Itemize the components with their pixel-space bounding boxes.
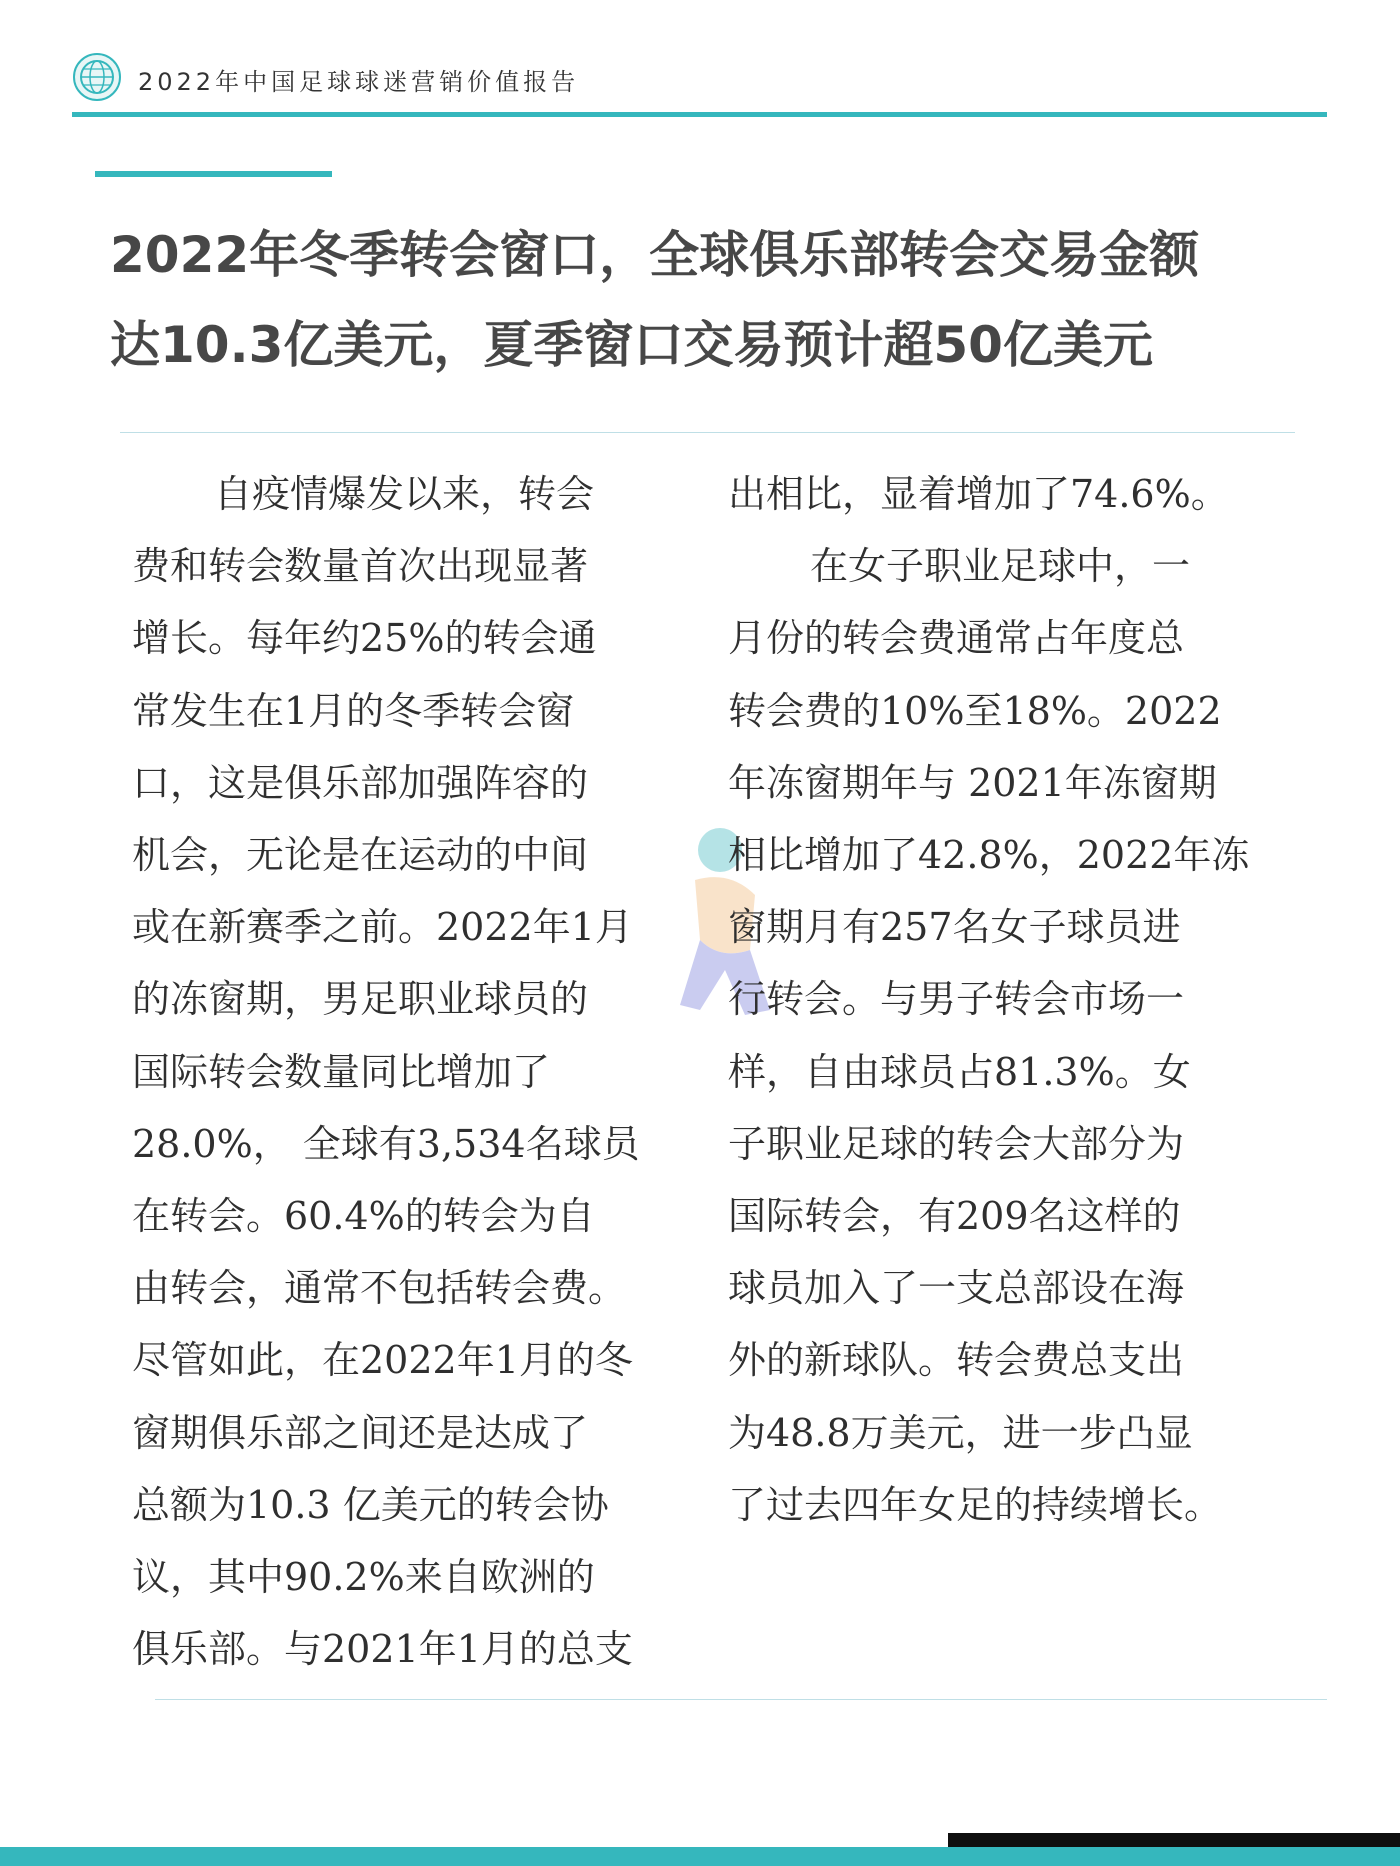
paragraph-line: 机会，无论是在运动的中间 (132, 833, 589, 878)
paragraph-line: 费和转会数量首次出现显著 (132, 544, 589, 589)
paragraph-line: 国际转会，有209名这样的 (728, 1194, 1181, 1239)
paragraph-line: 外的新球队。转会费总支出 (728, 1338, 1185, 1383)
paragraph-line: 在转会。60.4%的转会为自 (132, 1194, 595, 1239)
paragraph-line: 转会费的10%至18%。2022 (728, 688, 1222, 733)
paragraph-line: 子职业足球的转会大部分为 (728, 1121, 1185, 1166)
paragraph-line: 总额为10.3 亿美元的转会协 (132, 1482, 609, 1527)
paragraph-line: 了过去四年女足的持续增长。 (728, 1482, 1223, 1527)
page-headline (110, 210, 1350, 390)
paragraph-line: 行转会。与男子转会市场一 (728, 977, 1185, 1022)
paragraph-line: 28.0%， 全球有3,534名球员 (132, 1121, 640, 1166)
paragraph-line: 自疫情爆发以来，转会 (214, 472, 595, 516)
paragraph-line: 口，这是俱乐部加强阵容的 (132, 760, 589, 805)
globe-football-logo-icon (72, 52, 122, 102)
report-title: 2022年中国足球球迷营销价值报告 (138, 68, 580, 96)
footer-accent-bar (0, 1847, 1400, 1866)
paragraph-line: 在女子职业足球中，一 (810, 544, 1191, 589)
accent-rule (95, 171, 332, 177)
paragraph-line: 样，自由球员占81.3%。女 (728, 1049, 1191, 1094)
paragraph-line: 球员加入了一支总部设在海 (728, 1266, 1185, 1311)
headline-line-2: 达10.3亿美元，夏季窗口交易预计超50亿美元 (110, 316, 1153, 374)
paragraph-line: 尽管如此，在2022年1月的冬 (132, 1338, 633, 1383)
body-column-right (728, 458, 1328, 1541)
paragraph-line: 窗期俱乐部之间还是达成了 (132, 1410, 589, 1455)
body-column-left (132, 458, 692, 1685)
paragraph-line: 议，其中90.2%来自欧洲的 (132, 1555, 595, 1600)
content-bottom-divider (155, 1699, 1327, 1700)
paragraph-line: 的冻窗期，男足职业球员的 (132, 977, 589, 1022)
header-divider (72, 112, 1327, 117)
paragraph-line: 俱乐部。与2021年1月的总支 (132, 1627, 633, 1672)
paragraph-line: 窗期月有257名女子球员进 (728, 905, 1181, 950)
paragraph-line: 为48.8万美元，进一步凸显 (728, 1410, 1193, 1455)
paragraph-line: 由转会，通常不包括转会费。 (132, 1266, 627, 1311)
paragraph-line: 相比增加了42.8%，2022年冻 (728, 833, 1250, 878)
paragraph-line: 出相比，显着增加了74.6%。 (728, 472, 1229, 516)
footer-dark-bar (948, 1833, 1400, 1847)
content-top-divider (120, 432, 1295, 433)
paragraph-line: 或在新赛季之前。2022年1月 (132, 905, 633, 950)
paragraph-line: 月份的转会费通常占年度总 (728, 616, 1185, 661)
paragraph-line: 国际转会数量同比增加了 (132, 1049, 551, 1094)
headline-line-1: 2022年冬季转会窗口，全球俱乐部转会交易金额 (110, 226, 1200, 284)
paragraph-line: 年冻窗期年与 2021年冻窗期 (728, 760, 1217, 805)
paragraph-line: 常发生在1月的冬季转会窗 (132, 688, 575, 733)
paragraph-line: 增长。每年约25%的转会通 (132, 616, 597, 661)
